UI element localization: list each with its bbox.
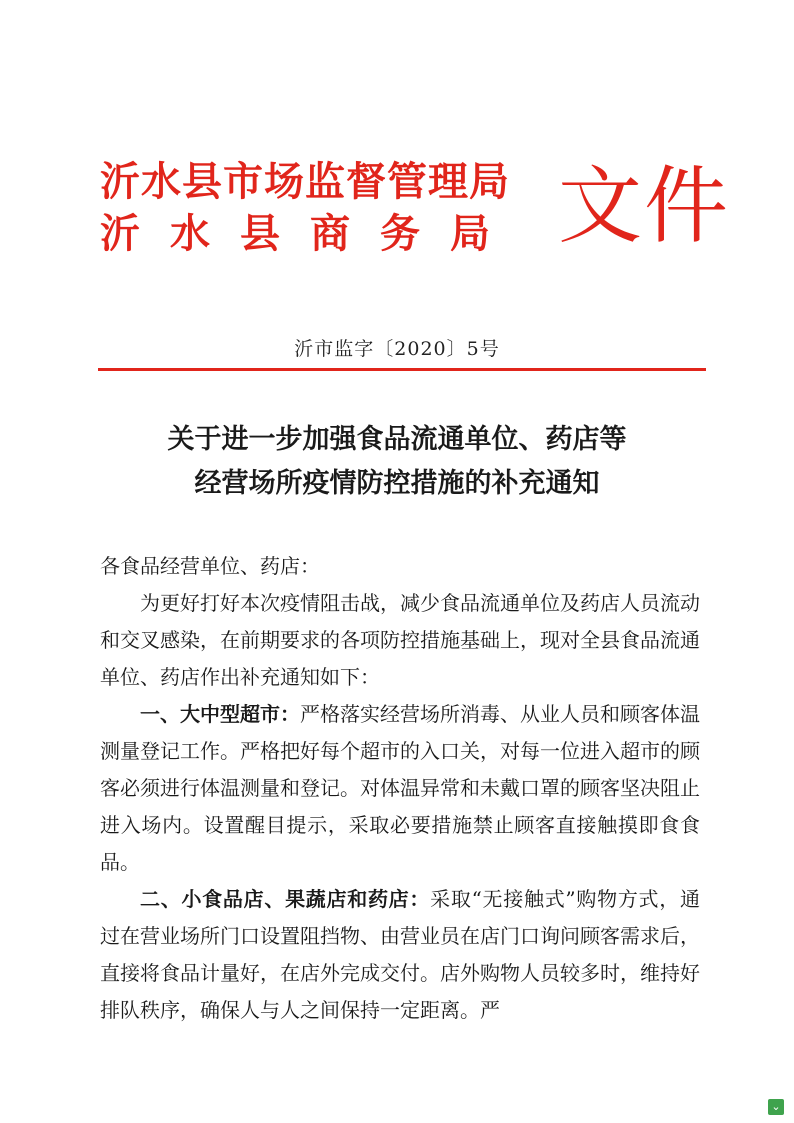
document-number: 沂市监字〔2020〕5号 [294,338,500,360]
intro-paragraph: 为更好打好本次疫情阻击战，减少食品流通单位及药店人员流动和交叉感染，在前期要求的各项防控措施基础上，现对全县食品流通单位、药店作出补充通知如下： [100,591,700,689]
issuer-line-2: 沂水县商务局 [100,211,520,257]
document-title-line-2: 经营场所疫情防控措施的补充通知 [194,468,600,499]
item-2-lead: 二、小食品店、果蔬店和药店： [140,887,431,911]
item-2-text: 采取“无接触式”购物方式，通过在营业场所门口设置阻挡物、由营业员在店门口询问顾客需求后，直接将食品计量好，在店外完成交付。店外购物人员较多时，维持好排队秩序，确保人与人之间保持一定距离。严 [100,887,701,1022]
item-1-text: 严格落实经营场所消毒、从业人员和顾客体温测量登记工作。严格把好每个超市的入口关，对每一位进入超市的顾客必须进行体温测量和登记。对体温异常和未戴口罩的顾客坚决阻止进入场内。设置醒目提示，采取必要措施禁止顾客直接触摸即食食品。 [100,702,700,874]
document-title-line-1: 关于进一步加强食品流通单位、药店等 [167,424,627,455]
issuer-line-1: 沂水县市场监督管理局 [100,159,510,205]
document-body [100,548,700,1029]
salutation: 各食品经营单位、药店： [100,554,320,578]
item-1-paragraph [100,696,700,881]
item-1-lead: 一、大中型超市： [140,702,300,726]
chevron-down-icon[interactable]: ⌄ [768,1099,784,1115]
red-header [100,150,731,260]
red-divider-line [98,368,706,371]
item-2-paragraph [100,881,700,1029]
document-word: 文件 [558,157,731,255]
